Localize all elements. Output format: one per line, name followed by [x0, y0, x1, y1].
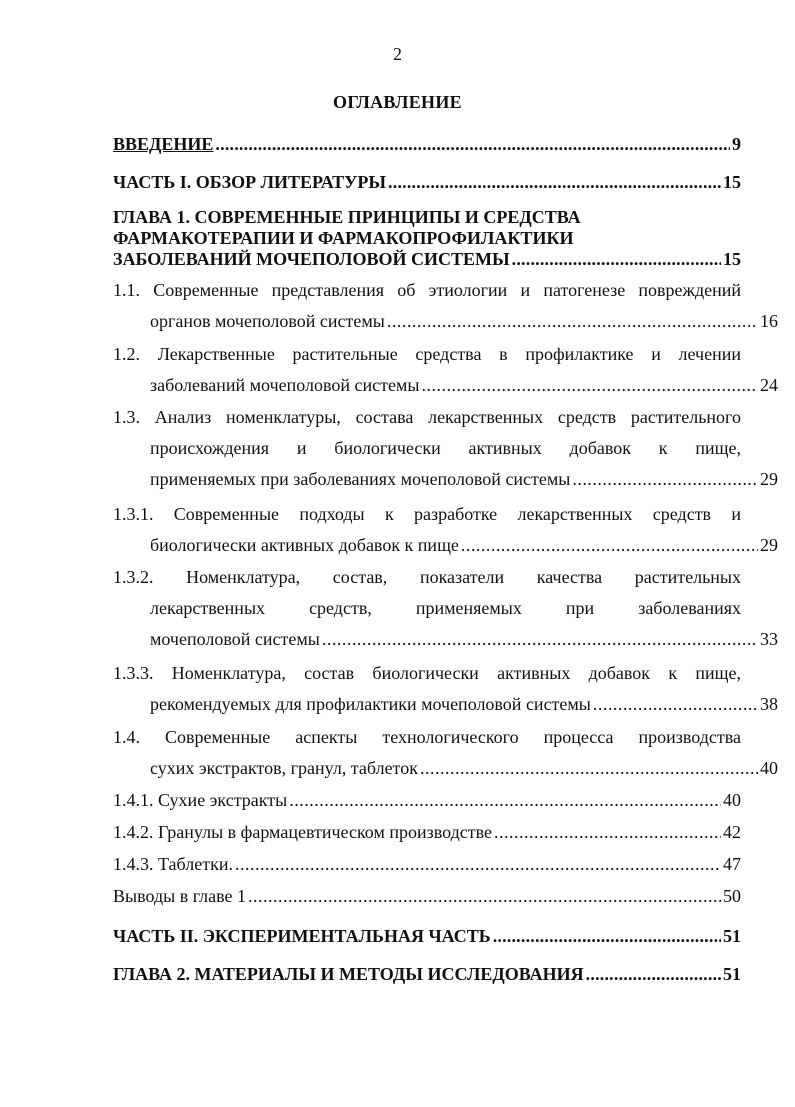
toc-entry-title-line2: биологически активных добавок к пище — [150, 535, 459, 555]
toc-entry-1-3[interactable] — [113, 402, 778, 495]
toc-entry-title-line2: происхождения и биологически активных добавок к пище, — [150, 438, 741, 458]
toc-entry-title-line1: 1.2. Лекарственные растительные средства в профилактике и лечении — [113, 344, 741, 364]
toc-entry-title-line3: мочеполовой системы — [150, 629, 320, 649]
toc-entry-1-3-1[interactable] — [113, 499, 778, 561]
toc-entry-title-line2: лекарственных средств, применяемых при заболеваниях — [150, 598, 741, 618]
leader-dots — [420, 753, 758, 784]
leader-dots — [494, 817, 721, 848]
toc-entry-title: 1.4.3. Таблетки. — [113, 854, 233, 874]
toc-entry-title-line2: сухих экстрактов, гранул, таблеток — [150, 758, 418, 778]
toc-page-number: 9 — [732, 134, 741, 154]
page-title: ОГЛАВЛЕНИЕ — [333, 92, 462, 112]
toc-entry-title-line1: 1.1. Современные представления об этиологии и патогенезе повреждений — [113, 280, 741, 300]
toc-entry-title-line1: 1.3.2. Номенклатура, состав, показатели качества растительных — [113, 567, 741, 587]
leader-dots — [586, 959, 721, 990]
toc-page-number: 42 — [723, 822, 741, 842]
toc-entry-part2[interactable] — [113, 921, 741, 952]
toc-entry-title-line3: ЗАБОЛЕВАНИЙ МОЧЕПОЛОВОЙ СИСТЕМЫ — [113, 249, 510, 269]
toc-entry-1-4-3[interactable] — [113, 849, 741, 880]
leader-dots — [572, 464, 758, 495]
leader-dots — [493, 921, 721, 952]
leader-dots — [421, 370, 758, 401]
leader-dots — [235, 849, 721, 880]
toc-page-number: 40 — [760, 758, 778, 778]
toc-entry-title-line1: 1.3.3. Номенклатура, состав биологически активных добавок к пище, — [113, 663, 741, 683]
toc-entry-title: 1.4.1. Сухие экстракты — [113, 790, 288, 810]
toc-entry-title: ВВЕДЕНИЕ — [113, 134, 214, 154]
toc-entry-1-4-2[interactable] — [113, 817, 741, 848]
toc-entry-title-line2: органов мочеполовой системы — [150, 311, 385, 331]
toc-entry-1-4-1[interactable] — [113, 785, 741, 816]
toc-entry-title-line3: применяемых при заболеваниях мочеполовой системы — [150, 469, 571, 489]
toc-entry-title-line2: рекомендуемых для профилактики мочеполовой системы — [150, 694, 591, 714]
leader-dots — [215, 129, 730, 160]
leader-dots — [248, 881, 721, 912]
toc-entry-title: ЧАСТЬ II. ЭКСПЕРИМЕНТАЛЬНАЯ ЧАСТЬ — [113, 926, 491, 946]
toc-page-number: 29 — [760, 469, 778, 489]
toc-entry-title-line1: 1.3. Анализ номенклатуры, состава лекарственных средств растительного — [113, 407, 741, 427]
toc-page-number: 16 — [760, 311, 778, 331]
leader-dots — [322, 624, 758, 655]
toc-entry-title-line1: 1.4. Современные аспекты технологического процесса производства — [113, 727, 741, 747]
leader-dots — [593, 689, 758, 720]
toc-page-number: 24 — [760, 375, 778, 395]
toc-entry-1-1[interactable] — [113, 275, 778, 337]
toc-entry-chapter2[interactable] — [113, 959, 741, 990]
toc-entry-conclusions-1[interactable] — [113, 881, 741, 912]
leader-dots — [388, 167, 721, 198]
toc-entry-title-line2: ФАРМАКОТЕРАПИИ И ФАРМАКОПРОФИЛАКТИКИ — [113, 228, 574, 248]
toc-entry-1-2[interactable] — [113, 339, 778, 401]
toc-page-number: 47 — [723, 854, 741, 874]
toc-page-number: 51 — [723, 926, 741, 946]
toc-page-number: 38 — [760, 694, 778, 714]
toc-entry-chapter1[interactable] — [113, 207, 741, 270]
toc-page-number: 29 — [760, 535, 778, 555]
toc-entry-title: ЧАСТЬ I. ОБЗОР ЛИТЕРАТУРЫ — [113, 172, 387, 192]
toc-page-number: 33 — [760, 629, 778, 649]
toc-entry-1-3-3[interactable] — [113, 658, 778, 720]
leader-dots — [461, 530, 758, 561]
toc-entry-title: 1.4.2. Гранулы в фармацевтическом производстве — [113, 822, 492, 842]
toc-entry-title: Выводы в главе 1 — [113, 886, 247, 906]
toc-page-number: 15 — [723, 172, 741, 192]
toc-entry-1-3-2[interactable] — [113, 562, 778, 655]
toc-page-number: 50 — [723, 886, 741, 906]
toc-page-number: 40 — [723, 790, 741, 810]
toc-entry-intro[interactable] — [113, 129, 741, 160]
leader-dots — [289, 785, 721, 816]
page-number: 2 — [393, 44, 402, 64]
toc-entry-title-line1: 1.3.1. Современные подходы к разработке лекарственных средств и — [113, 504, 741, 524]
toc-entry-title-line2: заболеваний мочеполовой системы — [150, 375, 420, 395]
toc-entry-1-4[interactable] — [113, 722, 778, 784]
toc-entry-title-line1: ГЛАВА 1. СОВРЕМЕННЫЕ ПРИНЦИПЫ И СРЕДСТВА — [113, 207, 581, 227]
toc-entry-title: ГЛАВА 2. МАТЕРИАЛЫ И МЕТОДЫ ИССЛЕДОВАНИЯ — [113, 964, 584, 984]
leader-dots — [512, 249, 721, 270]
toc-entry-part1[interactable] — [113, 167, 741, 198]
toc-page-number: 15 — [723, 249, 741, 269]
leader-dots — [387, 306, 758, 337]
toc-page-number: 51 — [723, 964, 741, 984]
